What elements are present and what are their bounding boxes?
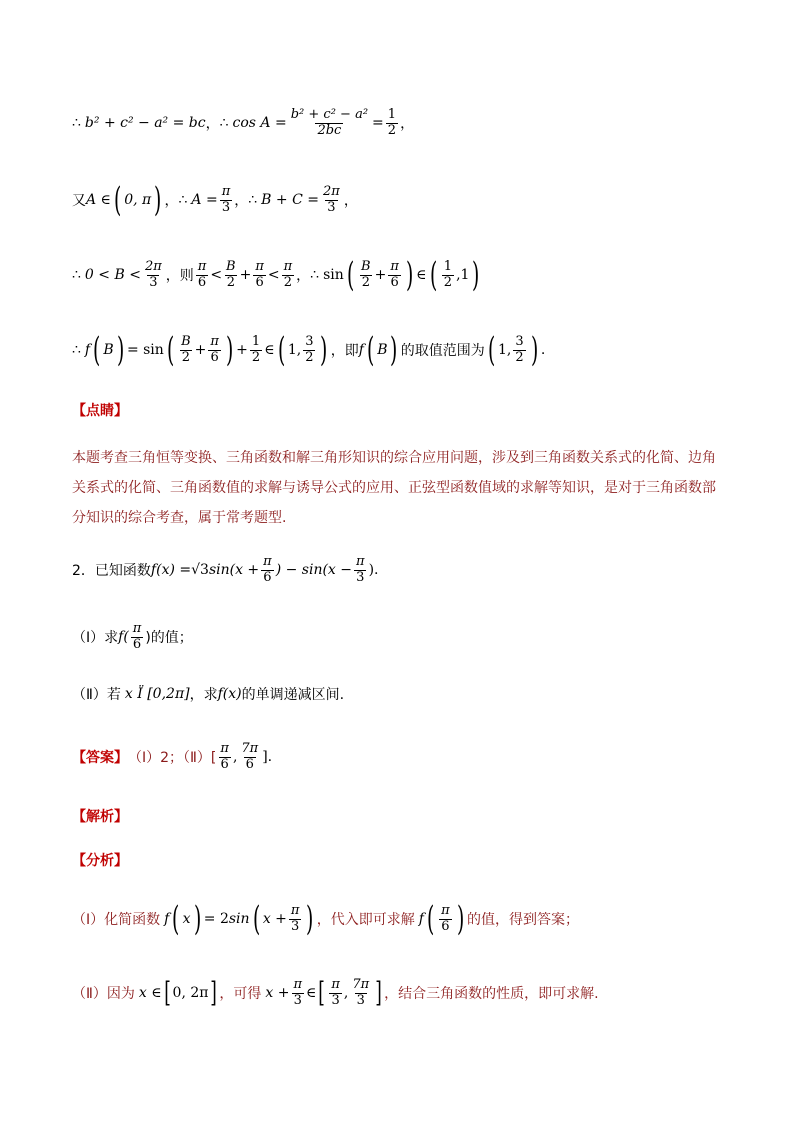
fraction: $\frac{\text{b² + c² − a²}}{2bc}$ [290, 107, 369, 138]
analysis-part-1: （Ⅰ）化简函数 f ( x ) = 2 sin ( x + $\frac{\pi}{3}$ ) ，代入即可求解 f ( $\frac{\pi}{6}$ ) 的值，得到答案； [72, 899, 579, 939]
question-2-part-1: （Ⅰ）求 f( $\frac{\pi}{6}$ )的值； [72, 621, 193, 652]
equation-line-1: ∴ b² + c² − a² = bc ， ∴ cos A = $\frac{\text{b² + c² − a²}}{2bc}$ = $\frac{1}{2}$ ， [72, 107, 415, 138]
equation-line-2: 又 A ∈ ( 0, π ) ， ∴ A = $\frac{\pi}{3}$ ， ∴ B + C = $\frac{2\pi}{3}$ ， [72, 180, 358, 220]
equation-line-3: ∴ 0 < B < $\frac{2\pi}{3}$ ，则 $\frac{\pi}{6}$ < $\frac{B}{2}$ + $\frac{\pi}{6}$ < $\frac{\pi}{2}$ ， ∴ sin ( $\frac{B}{2}$ + $\frac{\pi}{6}$ ) ∈ ( $\frac{1}{2}$ ,1 ) [72, 255, 480, 295]
question-2-part-2: （Ⅱ）若 x Ï [0,2π] ，求 f(x) 的单调递减区间. [72, 686, 345, 703]
analysis-part-2: （Ⅱ）因为 x ∈ [ 0, 2π ] ，可得 x + $\frac{\pi}{3}$ ∈ [ $\frac{\pi}{3}$ , $\frac{7\pi}{3}$ ] ，结合三角函数的性质，即可求解. [72, 976, 599, 1010]
dianjing-text: 本题考查三角恒等变换、三角函数和解三角形知识的综合应用问题，涉及到三角函数关系式的化简、边角关系式的化简、三角函数值的求解与诱导公式的应用、正弦型函数值域的求解等知识，是对于三角函数部分知识的综合考查，属于常考题型. [72, 450, 716, 526]
fenxi-heading: 【分析】 [72, 853, 128, 869]
jiexi-heading: 【解析】 [72, 809, 128, 825]
equation-line-4: ∴ f ( B ) = sin ( $\frac{B}{2}$ + $\frac{\pi}{6}$ ) + $\frac{1}{2}$ ∈ ( 1, $\frac{3}{2}$ ) ，即 f ( B ) 的取值范围为 ( 1, $\frac{3}{2}$ ) . [72, 330, 546, 370]
dianjing-heading: 【点睛】 [72, 403, 128, 419]
answer-line: 【答案】 （Ⅰ）2；（Ⅱ）[ $\frac{\pi}{6}$ , $\frac{7\pi}{6}$ ]. [72, 741, 273, 772]
question-2: 2．已知函数 f(x) = √3 sin(x + $\frac{\pi}{6}$ ) − sin(x − $\frac{\pi}{3}$ ). [72, 554, 379, 585]
